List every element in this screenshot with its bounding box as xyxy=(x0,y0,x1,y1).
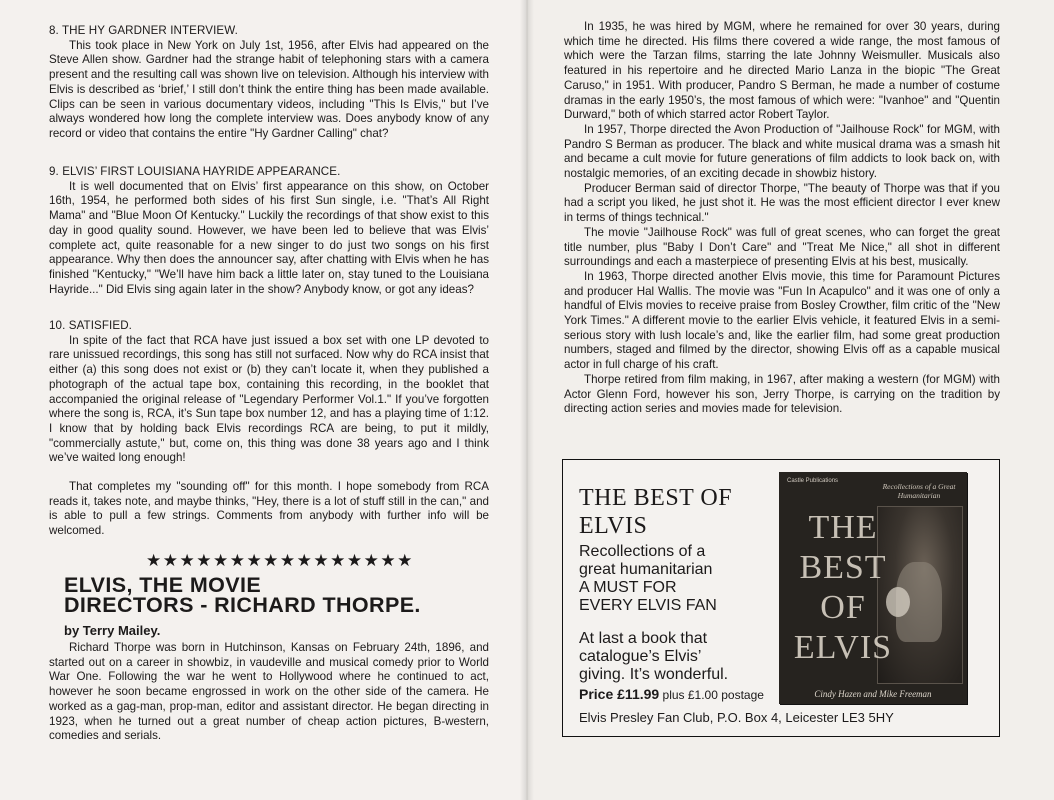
article-header xyxy=(64,575,484,638)
ad-line: giving. It’s wonderful. xyxy=(579,666,729,683)
ad-title-line-2: ELVIS xyxy=(579,513,648,539)
book-title-line: BEST xyxy=(799,549,887,586)
closing-paragraph: That completes my "sounding off" for this month. I hope somebody from RCA reads it, takes note, and maybe thinks, "Hey, there is a lot of stuff still in the can," and is able to pull a few strings. Comments from anybody with further info will be welcomed. xyxy=(49,480,489,538)
book-title-line: OF xyxy=(820,589,866,626)
section-body: This took place in New York on July 1st, 1956, after Elvis had appeared on the Steve Allen show. Gardner had the strange habit of telephoning stars with a camera present and the resulting call was shown live on television. Although his interview with Elvis is described as ‘brief,’ I still don’t think the entire thing has been made available. Clips can be seen in various documentary videos, including "This Is Elvis," but I’ve always wondered how long the complete interview was. Does anybody know of any record or video that contains the entire "Hy Gardner Calling" chat? xyxy=(49,38,489,140)
ad-line: EVERY ELVIS FAN xyxy=(579,597,717,614)
article-paragraph: In 1963, Thorpe directed another Elvis movie, this time for Paramount Pictures and producer Hal Wallis. The movie was "Fun In Acapulco" and it was one of only a handful of Elvis movies to receive praise from Bosley Crowther, film critic of the "New York Times." A different movie to the earlier Elvis vehicle, it featured Elvis in a semi-serious story with lush locale’s and, like the earlier film, had some great production numbers, staged and filmed by the director, showing Elvis off as a capable musical actor in full charge of his craft. xyxy=(564,269,1000,372)
article-continued xyxy=(564,20,1000,417)
book-publisher: Castle Publications xyxy=(787,478,839,484)
ad-price xyxy=(579,686,764,702)
ad-tagline xyxy=(579,630,789,684)
book-advertisement xyxy=(562,459,1000,737)
article-paragraph: Producer Berman said of director Thorpe, "The beauty of Thorpe was that if you had a script you liked, he just shot it. He was the most efficient director I ever knew in terms of things technical." xyxy=(564,181,1000,225)
price-label: Price £11.99 xyxy=(579,686,660,702)
star-divider xyxy=(146,552,436,570)
book-subtitle: Recollections of a Great Humanitarian xyxy=(882,482,956,500)
ad-line: Recollections of a xyxy=(579,543,706,560)
ad-title xyxy=(579,484,732,540)
book-authors: Cindy Hazen and Mike Freeman xyxy=(814,689,932,699)
ad-line: great humanitarian xyxy=(579,561,713,578)
ad-description xyxy=(579,543,789,615)
section-body: In spite of the fact that RCA have just issued a box set with one LP devoted to rare unissued recordings, this song has still not surfaced. Now why do RCA insist that either (a) this song does not exist or (b) they can’t locate it, when they published a photograph of the actual tape box, containing this recording, in the booklet that accompanied the original release of "Legendary Performer Vol.1." If you’ve forgotten where the song is, RCA, it’s Sun tape box number 12, and has a playing time of 1:12. I know that by holding back Elvis recordings RCA are being, to put it mildly, "commercially astute," but, come on, this thing was done 38 years ago and I think we’ve waited long enough! xyxy=(49,333,489,465)
section-heading: 9. ELVIS’ FIRST LOUISIANA HAYRIDE APPEARANCE. xyxy=(49,165,341,178)
book-title xyxy=(783,508,903,668)
ad-line: catalogue’s Elvis’ xyxy=(579,648,702,665)
article-intro-paragraph: Richard Thorpe was born in Hutchinson, Kansas on February 24th, 1896, and started out on a career in showbiz, in vaudeville and musical comedy prior to World War One. Following the war he went to Hollywood where he continued to act, however he soon became engrossed in work on the other side of the camera. He worked as a gag-man, prop-man, editor and assistant director. He began directing in 1923, when he turned out a great number of cheap action pictures, B-western, comedies and serials. xyxy=(49,641,489,743)
article-paragraph: In 1957, Thorpe directed the Avon Production of "Jailhouse Rock" for MGM, with Pandro S Berman as producer. The black and white musical drama was a smash hit and became a cult movie for future generations of film addicts to look back on, with nostalgic memories, of an exciting decade in showbiz history. xyxy=(564,122,1000,181)
book-title-line: THE xyxy=(808,509,878,546)
price-postage: plus £1.00 postage xyxy=(662,688,764,702)
star-row: ★★★★★★★★★★★★★★★★ xyxy=(146,551,414,570)
article-title-line-2: DIRECTORS - RICHARD THORPE. xyxy=(64,593,421,617)
article-paragraph: In 1935, he was hired by MGM, where he remained for over 30 years, during which time he directed. His films there covered a wide range, the most famous of which were the Tarzan films, starring the late Johnny Weismuller. Musicals also featured in his repertoire and he directed Mario Lanza in the biopic "The Great Caruso," in 1951. With producer, Pandro S Berman, he made a number of costume dramas in the early 1950’s, the most famous of which were: "Ivanhoe" and "Quentin Durward," both of which starred actor Robert Taylor. xyxy=(564,20,1000,122)
byline: by Terry Mailey. xyxy=(64,623,161,638)
section-9 xyxy=(49,165,489,297)
ad-title-line-1: THE BEST OF xyxy=(579,485,733,511)
article-paragraph: The movie "Jailhouse Rock" was full of great scenes, who can forget the great title number, plus "Baby I Don’t Care" and "Treat Me Nice," all shot in different surroundings and each a masterpiece of presenting Elvis at his best, musically. xyxy=(564,225,1000,269)
section-10 xyxy=(49,319,489,466)
ad-address: Elvis Presley Fan Club, P.O. Box 4, Leicester LE3 5HY xyxy=(579,710,894,725)
section-body: It is well documented that on Elvis’ first appearance on this show, on October 16th, 1954, he performed both sides of his first Sun single, i.e. "That’s All Right Mama" and "Blue Moon Of Kentucky." Luckily the recordings of that show exist to this day in good quality sound. However, we have been led to believe that was Elvis’ complete act, quite reasonable for a new singer to do just two songs on his first appearance. Why then does the announcer say, after chatting with Elvis when he has finished "Kentucky," "We’ll have him back a little later on, stay tuned to the Louisiana Hayride..." Did Elvis sing again later in the show? Anybody know, or got any ideas? xyxy=(49,179,489,296)
section-heading: 8. THE HY GARDNER INTERVIEW. xyxy=(49,24,238,37)
page-gutter xyxy=(520,0,534,800)
section-heading: 10. SATISFIED. xyxy=(49,319,133,332)
ad-line: A MUST FOR xyxy=(579,579,677,596)
article-title-line-1: ELVIS, THE MOVIE xyxy=(64,573,262,597)
article-paragraph: Thorpe retired from film making, in 1967, after making a western (for MGM) with Actor Glenn Ford, however his son, Jerry Thorpe, is carrying on the tradition by directing action series and movies made for television. xyxy=(564,372,1000,416)
book-title-line: ELVIS xyxy=(793,629,893,666)
closing-remarks xyxy=(49,480,489,539)
book-cover-image xyxy=(779,472,967,704)
article-intro xyxy=(49,641,489,744)
section-8 xyxy=(49,24,489,142)
ad-line: At last a book that xyxy=(579,630,708,647)
